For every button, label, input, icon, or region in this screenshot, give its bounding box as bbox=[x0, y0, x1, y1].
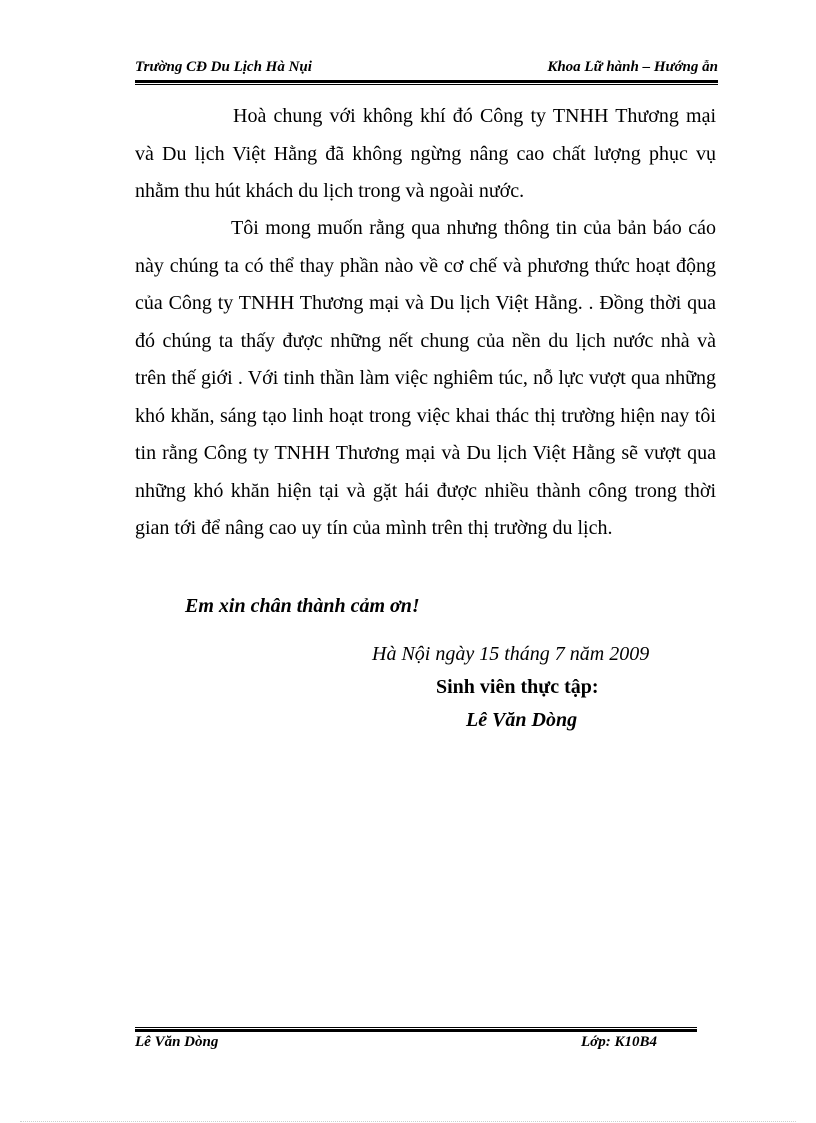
header-faculty: Khoa Lữ hành – Hướng ẫn bbox=[547, 59, 718, 75]
signer-role: Sinh viên thực tập: bbox=[436, 676, 599, 698]
date-line: Hà Nội ngày 15 tháng 7 năm 2009 bbox=[372, 643, 650, 665]
thanks-line: Em xin chân thành cảm ơn! bbox=[185, 595, 420, 617]
report-body bbox=[135, 98, 716, 547]
paragraph-1: Hoà chung với không khí đó Công ty TNHH Thương mại và Du lịch Việt Hằng đã không ngừng nâng cao chất lượng phục vụ nhằm thu hút khách du lịch trong và ngoài nước. bbox=[135, 105, 716, 202]
page-footer bbox=[135, 1034, 697, 1056]
header-school: Trường CĐ Du Lịch Hà Nụi bbox=[135, 59, 312, 75]
footer-author: Lê Văn Dòng bbox=[135, 1034, 219, 1050]
signer-name: Lê Văn Dòng bbox=[466, 709, 578, 731]
header-divider bbox=[135, 80, 718, 85]
footer-divider bbox=[135, 1027, 697, 1032]
page-header bbox=[135, 56, 718, 82]
footer-class: Lớp: K10B4 bbox=[581, 1034, 657, 1050]
page-bottom-edge bbox=[20, 1121, 796, 1122]
paragraph-2: Tôi mong muốn rằng qua nhưng thông tin của bản báo cáo này chúng ta có thể thay phần nào về cơ chế và phương thức hoạt động của Công ty TNHH Thương mại và Du lịch Việt Hằng. . Đồng thời qua đó chúng ta thấy được những nết chung của nền du lịch nước nhà và trên thế giới . Với tinh thần làm việc nghiêm túc, nỗ lực vượt qua những khó khăn, sáng tạo linh hoạt trong việc khai thác thị trường hiện nay tôi tin rằng Công ty TNHH Thương mại và Du lịch Việt Hằng sẽ vượt qua những khó khăn hiện tại và gặt hái được nhiều thành công trong thời gian tới để nâng cao uy tín của mình trên thị trường du lịch. bbox=[135, 217, 716, 539]
